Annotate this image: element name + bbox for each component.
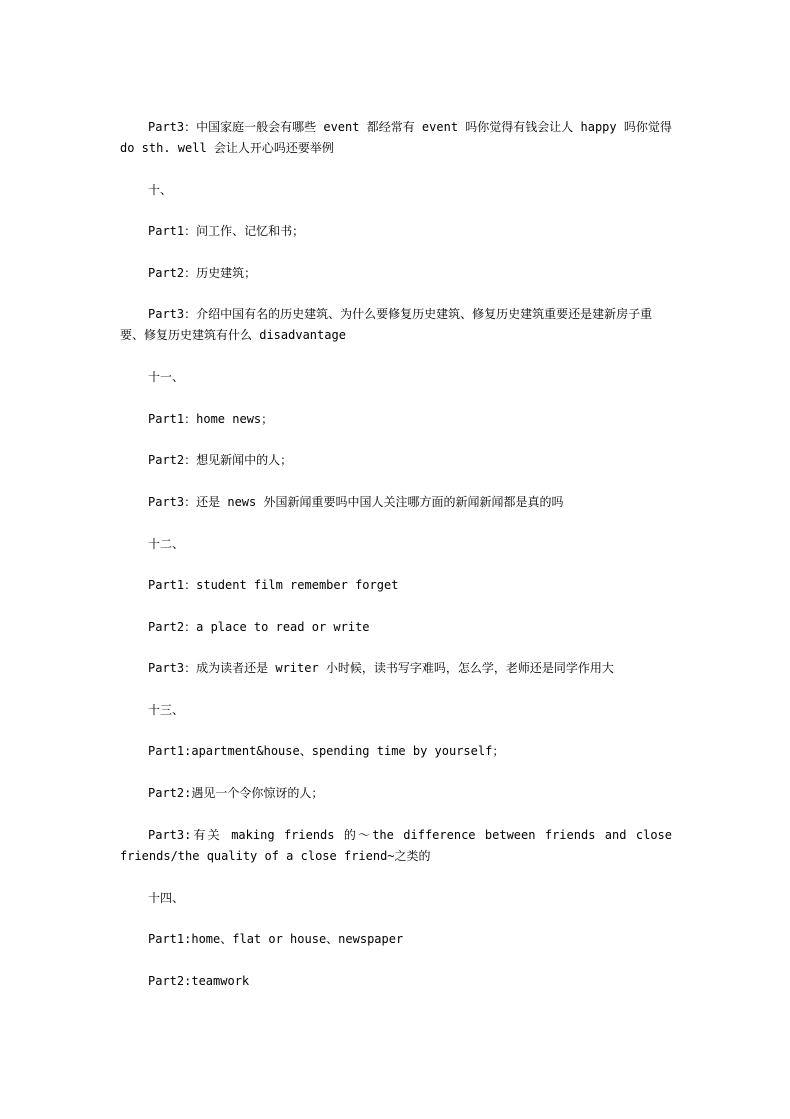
paragraph-part3-readers: Part3：成为读者还是 writer 小时候，读书写字难吗，怎么学，老师还是同学作用大 — [148, 661, 614, 675]
paragraph-part2: Part2:teamwork — [148, 974, 250, 988]
paragraph-part3-news: Part3：还是 news 外国新闻重要吗中国人关注哪方面的新闻新闻都是真的吗 — [148, 495, 564, 509]
paragraph-part1: Part1：home news； — [148, 412, 274, 426]
section-heading-12: 十二、 — [148, 537, 185, 551]
paragraph-part2: Part2:遇见一个令你惊讶的人； — [148, 786, 324, 800]
paragraph-part1: Part1:home、flat or house、newspaper — [148, 932, 404, 946]
section-heading-10: 十、 — [148, 183, 173, 197]
section-heading-14: 十四、 — [148, 891, 185, 905]
paragraph-part1: Part1:apartment&house、spending time by yourself； — [148, 744, 505, 758]
paragraph-part1: Part1：问工作、记忆和书； — [148, 224, 305, 238]
section-heading-13: 十三、 — [148, 703, 185, 717]
section-heading-11: 十一、 — [148, 370, 185, 384]
paragraph-part3-friends: Part3:有关 making friends 的～the difference between friends and close friends/the quality of a close friend~之类的 — [120, 828, 672, 863]
paragraph-part1: Part1：student film remember forget — [148, 578, 399, 592]
paragraph-part2: Part2：a place to read or write — [148, 620, 370, 634]
paragraph-part3-buildings: Part3：介绍中国有名的历史建筑、为什么要修复历史建筑、修复历史建筑重要还是建新房子重要、修复历史建筑有什么 disadvantage — [120, 307, 653, 342]
paragraph-part2: Part2：历史建筑； — [148, 266, 257, 280]
paragraph-part3-events: Part3：中国家庭一般会有哪些 event 都经常有 event 吗你觉得有钱会让人 happy 吗你觉得 do sth. well 会让人开心吗还要举例 — [120, 120, 672, 155]
paragraph-part2: Part2：想见新闻中的人； — [148, 453, 293, 467]
